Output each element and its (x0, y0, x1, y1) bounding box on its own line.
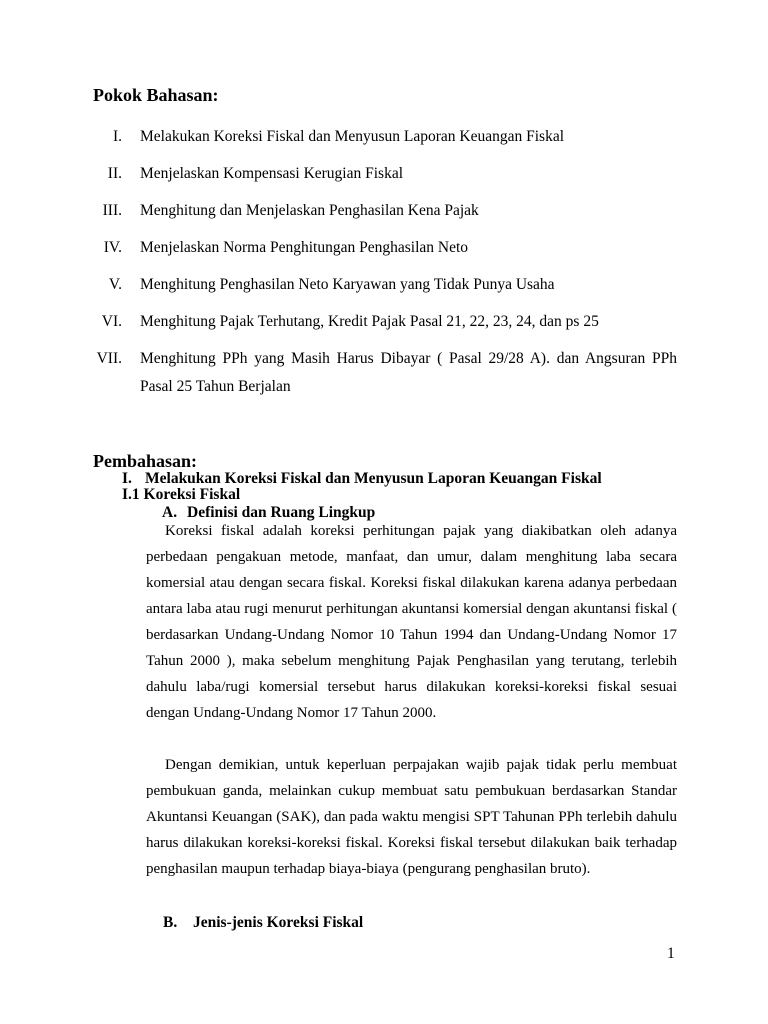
topic-item (93, 308, 677, 336)
topic-item (93, 160, 677, 188)
topic-text: Menjelaskan Kompensasi Kerugian Fiskal (140, 165, 404, 182)
subsection-b-text: Jenis-jenis Koreksi Fiskal (193, 914, 364, 931)
topic-text: Menghitung Pajak Terhutang, Kredit Pajak Pasal 21, 22, 23, 24, dan ps 25 (140, 313, 599, 330)
topic-text: Menghitung dan Menjelaskan Penghasilan Kena Pajak (140, 202, 479, 219)
page-title: Pokok Bahasan: (93, 85, 219, 105)
topics-list (93, 123, 677, 410)
section-heading-text: Melakukan Koreksi Fiskal dan Menyusun Laporan Keuangan Fiskal (145, 470, 602, 487)
topic-number: VI. (101, 313, 122, 330)
topic-item (93, 123, 677, 151)
topic-text: Menjelaskan Norma Penghitungan Penghasilan Neto (140, 239, 469, 256)
body-paragraph-1: Koreksi fiskal adalah koreksi perhitungan pajak yang diakibatkan oleh adanya perbedaan pengakuan metode, manfaat, dan umur, dalam menghitung laba secara komersial atau dengan secara fiskal. Koreksi fiskal dilakukan karena adanya perbedaan antara laba atau rugi menurut perhitungan akuntansi komersial dengan akuntansi fiskal ( berdasarkan Undang-Undang Nomor 10 Tahun 1994 dan Undang-Undang Nomor 17 Tahun 2000 ), maka sebelum menghitung Pajak Penghasilan yang terutang, terlebih dahulu laba/rugi komersial tersebut harus dilakukan koreksi-koreksi fiskal sesuai dengan Undang-Undang Nomor 17 Tahun 2000. (146, 523, 677, 721)
page-number: 1 (667, 945, 675, 962)
topic-number: I. (112, 128, 122, 145)
topic-text: Melakukan Koreksi Fiskal dan Menyusun Laporan Keuangan Fiskal (140, 128, 565, 145)
subsection-a-number: A. (162, 504, 178, 521)
section-number: I. (122, 470, 132, 487)
topic-number: VII. (96, 350, 122, 367)
topic-number: IV. (103, 239, 122, 256)
topic-item (93, 271, 677, 299)
topic-number: V. (108, 276, 122, 293)
topic-text: Menghitung PPh yang Masih Harus Dibayar ( Pasal 29/28 A). dan Angsuran PPh Pasal 25 Tahun Berjalan (140, 350, 677, 395)
topic-item (93, 197, 677, 225)
subsection-b-number: B. (163, 914, 178, 931)
topic-number: III. (102, 202, 122, 219)
topic-text: Menghitung Penghasilan Neto Karyawan yang Tidak Punya Usaha (140, 276, 555, 293)
body-paragraph-2: Dengan demikian, untuk keperluan perpajakan wajib pajak tidak perlu membuat pembukuan ganda, melainkan cukup membuat satu pembukuan berdasarkan Standar Akuntansi Keuangan (SAK), dan pada waktu mengisi SPT Tahunan PPh terlebih dahulu harus dilakukan koreksi-koreksi fiskal. Koreksi fiskal tersebut dilakukan baik terhadap penghasilan maupun terhadap biaya-biaya (pengurang penghasilan bruto). (146, 757, 677, 877)
discussion-title: Pembahasan: (93, 451, 198, 471)
topic-item (93, 234, 677, 262)
topic-number: II. (107, 165, 122, 182)
subsection-b-heading (163, 915, 363, 931)
discussion-subsection-heading: I.1 Koreksi Fiskal (122, 486, 241, 503)
discussion-section-heading (122, 471, 602, 487)
topic-item (93, 345, 677, 401)
subsection-a-text: Definisi dan Ruang Lingkup (187, 504, 376, 521)
